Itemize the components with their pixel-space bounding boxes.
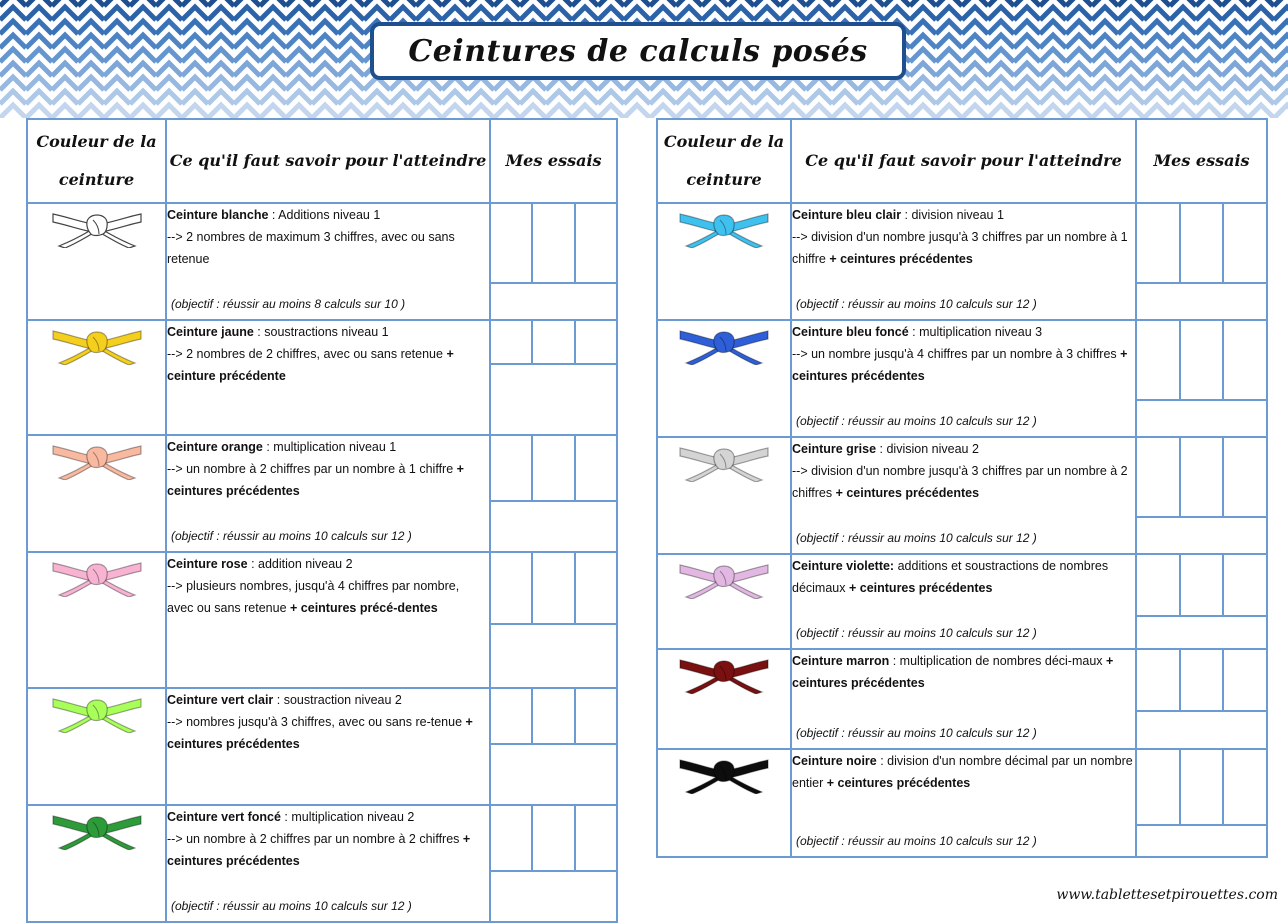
belt-icon [678,750,770,794]
belt-description [791,437,1136,554]
try-box[interactable] [1181,438,1225,518]
belt-name: Ceinture jaune [167,325,254,339]
tries-row [491,689,616,745]
table-row [657,203,1267,320]
tries-cell [490,552,617,688]
belt-detail: --> un nombre à 2 chiffres par un nombre à 1 chiffre [167,462,454,476]
belt-name: Ceinture grise [792,442,877,456]
tries-grid [491,321,616,434]
tries-cell [490,435,617,552]
belt-description [166,435,490,552]
try-box[interactable] [1137,321,1181,401]
belt-objective: (objectif : réussir au moins 10 calculs sur 12 ) [796,297,1037,311]
belt-description [166,552,490,688]
belt-detail: --> division d'un nombre jusqu'à 3 chiffres par un nombre à 1 chiffre [792,230,1128,266]
try-box[interactable] [491,204,533,284]
belt-objective: (objectif : réussir au moins 10 calculs sur 12 ) [171,529,412,543]
belt-color-cell [657,320,791,437]
try-box[interactable] [1181,750,1225,826]
belt-name: Ceinture vert foncé [167,810,281,824]
belt-description [166,203,490,320]
belt-skill: : division niveau 2 [876,442,979,456]
try-box[interactable] [1181,555,1225,617]
belt-name: Ceinture marron [792,654,890,668]
belt-color-cell [27,805,166,922]
try-box[interactable] [1224,204,1266,284]
belt-icon [51,436,143,480]
belt-name: Ceinture bleu foncé [792,325,909,339]
belt-objective: (objectif : réussir au moins 10 calculs sur 12 ) [796,834,1037,848]
tries-cell [490,805,617,922]
belt-previous-requirement: + ceintures précédentes [792,654,1114,690]
belt-skill: : soustractions niveau 1 [253,325,389,339]
try-box[interactable] [491,806,533,872]
try-box[interactable] [1181,650,1225,712]
belt-objective: (objectif : réussir au moins 10 calculs sur 12 ) [796,626,1037,640]
belt-icon [51,689,143,733]
belt-color-cell [27,435,166,552]
header-knowledge: Ce qu'il faut savoir pour l'atteindre [791,119,1136,203]
belt-description [791,203,1136,320]
tries-row [491,204,616,284]
try-box[interactable] [576,553,616,625]
table-header-row [657,119,1267,203]
tries-row [1137,555,1266,617]
try-box[interactable] [491,689,533,745]
try-box[interactable] [576,204,616,284]
table-header-row [27,119,617,203]
belt-previous-requirement: + ceintures précédentes [167,715,473,751]
tries-cell [1136,749,1267,857]
belt-objective: (objectif : réussir au moins 10 calculs sur 12 ) [796,726,1037,740]
belt-icon [51,204,143,248]
try-box[interactable] [1224,650,1266,712]
try-box[interactable] [491,553,533,625]
table-row [27,435,617,552]
belt-icon [678,321,770,365]
tries-cell [1136,554,1267,649]
belt-color-cell [27,203,166,320]
tries-cell [490,203,617,320]
belt-skill: : multiplication niveau 1 [262,440,397,454]
table-row [27,688,617,805]
belt-color-cell [27,320,166,435]
tries-row [491,553,616,625]
belt-name: Ceinture violette: [792,559,895,573]
belt-description [166,805,490,922]
belt-detail: --> 2 nombres de 2 chiffres, avec ou sans retenue [167,347,443,361]
belt-name: Ceinture noire [792,754,877,768]
belt-detail: --> 2 nombres de maximum 3 chiffres, avec ou sans retenue [167,230,455,266]
header-belt-color: Couleur de la ceinture [657,119,791,203]
tries-grid [1137,204,1266,319]
table-row [657,554,1267,649]
header-belt-color: Couleur de la ceinture [27,119,166,203]
belt-skill: : multiplication niveau 2 [280,810,415,824]
try-box[interactable] [533,806,575,872]
tries-cell [1136,649,1267,749]
belt-icon [51,553,143,597]
tries-cell [1136,203,1267,320]
tries-grid [1137,750,1266,856]
table-row [27,552,617,688]
header-tries: Mes essais [490,119,617,203]
tries-grid [491,204,616,319]
tries-row [1137,204,1266,284]
try-box[interactable] [1137,438,1181,518]
try-box[interactable] [1224,750,1266,826]
try-box[interactable] [1181,321,1225,401]
belt-description [166,688,490,805]
belt-detail: --> un nombre à 2 chiffres par un nombre à 2 chiffres [167,832,460,846]
try-box[interactable] [1137,750,1181,826]
try-box[interactable] [1224,555,1266,617]
tries-row [491,806,616,872]
try-box[interactable] [1137,650,1181,712]
belt-previous-requirement: + ceintures précédentes [835,486,980,500]
belt-description [166,320,490,435]
belt-description [791,749,1136,857]
try-box[interactable] [1224,321,1266,401]
belt-icon [678,438,770,482]
table-row [27,320,617,435]
belt-icon [678,555,770,599]
belt-color-cell [657,437,791,554]
belt-objective: (objectif : réussir au moins 10 calculs sur 12 ) [796,414,1037,428]
belt-skill: : division d'un nombre décimal par un nombre entier [792,754,1133,790]
belt-icon [678,204,770,248]
belt-detail: --> division d'un nombre jusqu'à 3 chiffres par un nombre à 2 chiffres [792,464,1128,500]
tries-row [491,436,616,502]
try-box[interactable] [1137,555,1181,617]
belt-detail: --> un nombre jusqu'à 4 chiffres par un nombre à 3 chiffres [792,347,1117,361]
belt-name: Ceinture rose [167,557,248,571]
belt-description [791,554,1136,649]
belt-color-cell [657,554,791,649]
belt-skill: : multiplication niveau 3 [908,325,1043,339]
try-box[interactable] [491,321,533,365]
table-row [657,320,1267,437]
tries-cell [1136,437,1267,554]
belt-color-cell [657,203,791,320]
tries-grid [1137,555,1266,648]
try-box[interactable] [533,436,575,502]
tries-grid [1137,321,1266,436]
website-watermark: www.tablettesetpirouettes.com [1056,887,1278,903]
try-box[interactable] [533,321,575,365]
tries-grid [1137,650,1266,748]
tries-cell [490,688,617,805]
try-box[interactable] [576,689,616,745]
tries-grid [491,553,616,687]
tries-row [491,321,616,365]
tries-row [1137,321,1266,401]
table-row [657,649,1267,749]
tries-row [1137,750,1266,826]
belt-detail: --> nombres jusqu'à 3 chiffres, avec ou sans re-tenue [167,715,463,729]
tries-row [1137,650,1266,712]
belt-table-left [26,118,618,923]
belt-description [791,649,1136,749]
belt-name: Ceinture orange [167,440,263,454]
belt-skill: : division niveau 1 [901,208,1004,222]
tries-grid [1137,438,1266,553]
belt-icon [51,321,143,365]
belt-icon [51,806,143,850]
belt-name: Ceinture vert clair [167,693,274,707]
tries-grid [491,806,616,921]
belt-description [791,320,1136,437]
belt-previous-requirement: + ceintures précédentes [848,581,993,595]
table-row [27,203,617,320]
belt-previous-requirement: + ceintures précé-dentes [290,601,438,615]
belt-previous-requirement: + ceintures précédentes [826,776,971,790]
belt-name: Ceinture bleu clair [792,208,902,222]
try-box[interactable] [533,553,575,625]
belt-detail: --> plusieurs nombres, jusqu'à 4 chiffres par nombre, avec ou sans retenue [167,579,460,615]
table-row [657,437,1267,554]
tries-grid [491,436,616,551]
header-tries: Mes essais [1136,119,1267,203]
table-row [27,805,617,922]
belt-icon [678,650,770,694]
try-box[interactable] [491,436,533,502]
belt-objective: (objectif : réussir au moins 10 calculs sur 12 ) [171,899,412,913]
belt-skill: : soustraction niveau 2 [273,693,402,707]
try-box[interactable] [1181,204,1225,284]
belt-skill: : Additions niveau 1 [268,208,381,222]
belt-previous-requirement: + ceintures précédentes [167,462,464,498]
belt-name: Ceinture blanche [167,208,269,222]
title-banner [370,22,906,80]
try-box[interactable] [533,689,575,745]
belt-color-cell [27,552,166,688]
belt-previous-requirement: + ceinture précédente [167,347,454,383]
table-row [657,749,1267,857]
tries-row [1137,438,1266,518]
try-box[interactable] [576,806,616,872]
try-box[interactable] [576,321,616,365]
try-box[interactable] [576,436,616,502]
header-knowledge: Ce qu'il faut savoir pour l'atteindre [166,119,490,203]
belt-skill: : addition niveau 2 [247,557,353,571]
belt-previous-requirement: + ceintures précédentes [167,832,471,868]
tries-grid [491,689,616,804]
try-box[interactable] [1137,204,1181,284]
belt-color-cell [657,749,791,857]
belt-previous-requirement: + ceintures précédentes [792,347,1128,383]
belt-previous-requirement: + ceintures précédentes [829,252,973,266]
belt-skill: additions et soustractions de nombres décimaux [792,559,1109,595]
page-title: Ceintures de calculs posés [408,33,868,69]
belt-skill: : multiplication de nombres déci-maux [889,654,1103,668]
try-box[interactable] [533,204,575,284]
tries-cell [490,320,617,435]
belt-color-cell [657,649,791,749]
belt-table-right [656,118,1268,858]
belt-color-cell [27,688,166,805]
belt-objective: (objectif : réussir au moins 10 calculs sur 12 ) [796,531,1037,545]
try-box[interactable] [1224,438,1266,518]
belt-objective: (objectif : réussir au moins 8 calculs sur 10 ) [171,297,406,311]
tries-cell [1136,320,1267,437]
